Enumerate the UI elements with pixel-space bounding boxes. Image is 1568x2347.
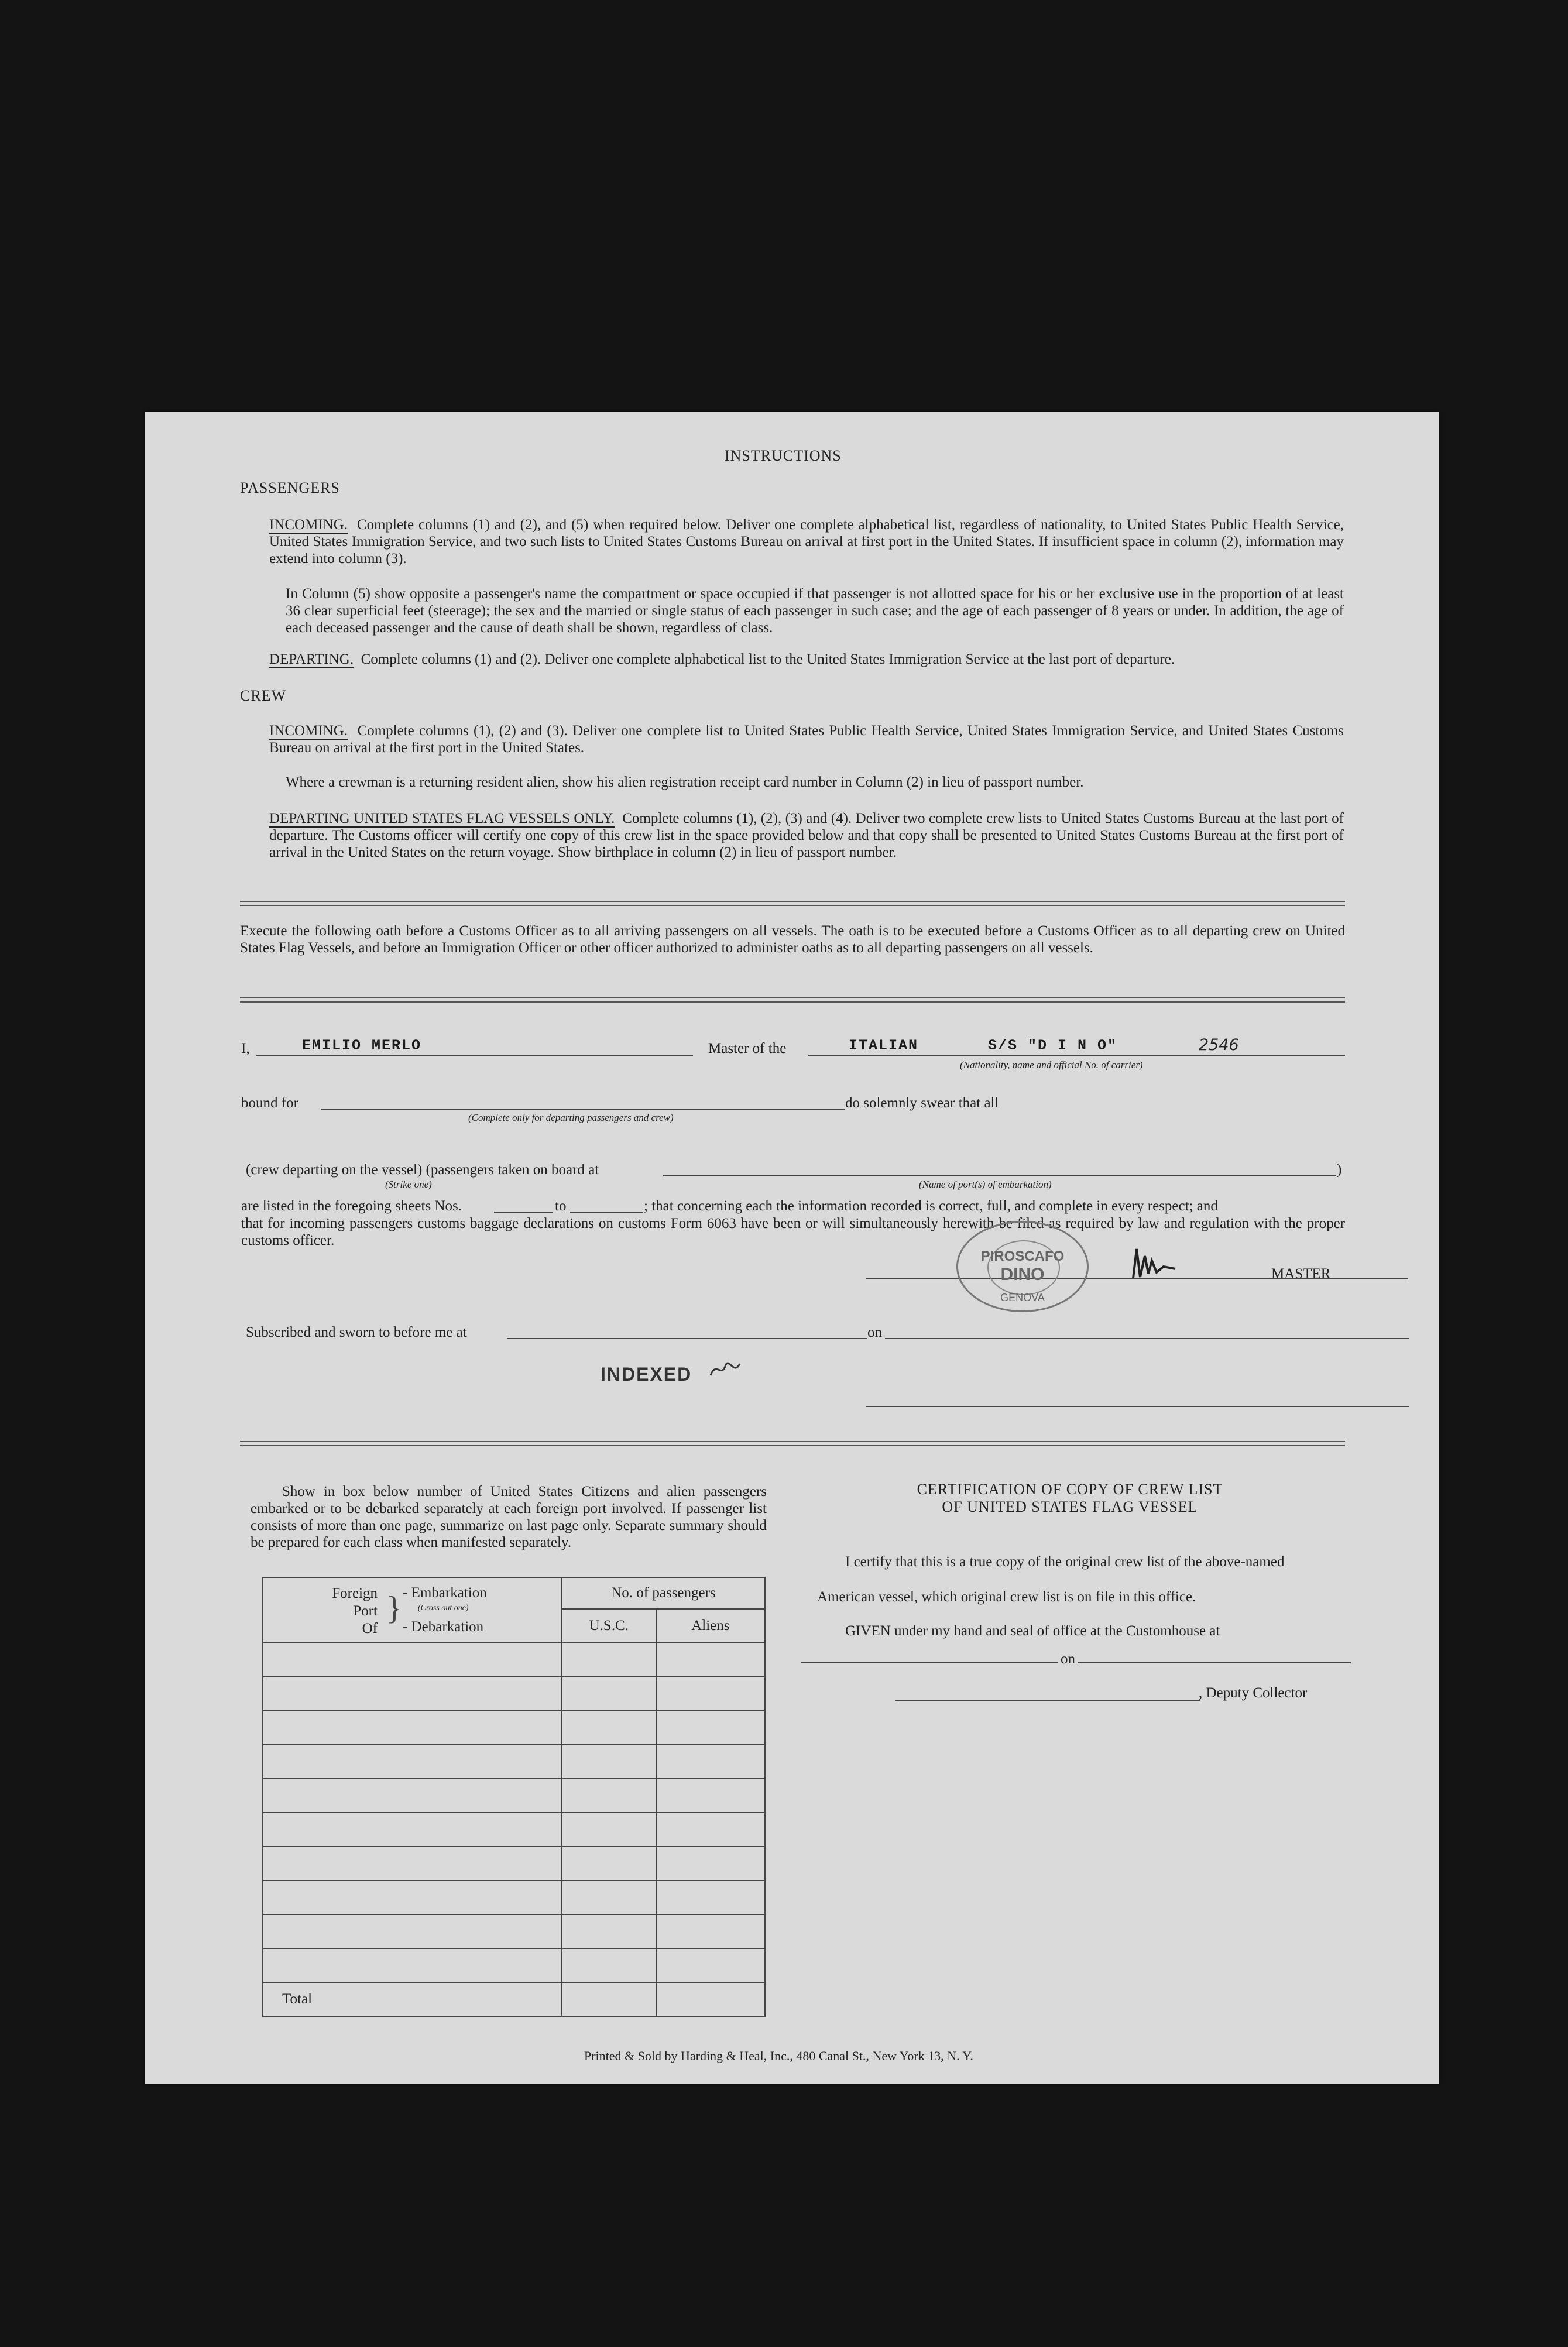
sheet-to-field[interactable]	[570, 1212, 643, 1213]
subscribed-text: Subscribed and sworn to before me at	[246, 1325, 467, 1340]
debarkation-label: - Debarkation	[403, 1619, 484, 1635]
embarkation-ports-field[interactable]	[663, 1175, 1336, 1176]
certification-on-label: on	[1058, 1651, 1078, 1668]
passenger-summary-table	[262, 1577, 766, 2017]
listed-text-c: that for incoming passengers customs baggage declarations on customs Form 6063 have been or will simultaneously herewith be filed as required by law and regulation with the proper customs officer.	[241, 1216, 1345, 1248]
document-sheet	[145, 412, 1439, 2084]
table-row	[263, 1643, 765, 1677]
sheet-from-field[interactable]	[494, 1212, 553, 1213]
swear-text: do solemnly swear that all	[845, 1095, 999, 1111]
deputy-collector-label: , Deputy Collector	[1199, 1685, 1308, 1701]
certification-line-1: I certify that this is a true copy of the original crew list of the above-named	[845, 1554, 1285, 1570]
total-label: Total	[263, 1982, 562, 2016]
ship-seal-stamp	[956, 1221, 1089, 1312]
usc-header: U.S.C.	[562, 1609, 656, 1643]
table-row	[263, 1881, 765, 1914]
cross-out-caption: (Cross out one)	[418, 1604, 469, 1612]
port-header-cell: Foreign Port Of } - Embarkation (Cross out one) - Debarkation	[263, 1577, 562, 1643]
strike-caption: (Strike one)	[385, 1179, 432, 1190]
certification-line-2: American vessel, which original crew list is on file in this office.	[817, 1589, 1196, 1605]
passengers-heading: PASSENGERS	[240, 479, 340, 496]
certification-title	[848, 1481, 1292, 1516]
table-row	[263, 1779, 765, 1813]
passengers-departing-paragraph	[269, 651, 1344, 668]
table-row	[263, 1711, 765, 1745]
table-row	[263, 1948, 765, 1982]
passengers-incoming-paragraph	[269, 516, 1344, 567]
certification-line-3: GIVEN under my hand and seal of office at the Customhouse at	[845, 1623, 1220, 1639]
seal-line-1: PIROSCAFO	[980, 1248, 1065, 1264]
bound-for-caption: (Complete only for departing passengers and crew)	[468, 1112, 674, 1123]
port-header-foreign: Foreign	[332, 1586, 378, 1601]
crew-departing-label: DEPARTING UNITED STATES FLAG VESSELS ONLY.	[269, 811, 615, 826]
oath-i-label: I,	[241, 1041, 250, 1056]
official-number-value: 2546	[1199, 1036, 1239, 1054]
vessel-field[interactable]	[808, 1055, 1345, 1056]
master-signature	[1128, 1243, 1210, 1284]
seal-line-2: DINO	[1000, 1265, 1045, 1284]
master-name-field[interactable]	[256, 1055, 693, 1056]
ports-caption: (Name of port(s) of embarkation)	[919, 1179, 1052, 1190]
printer-footer: Printed & Sold by Harding & Heal, Inc., 480 Canal St., New York 13, N. Y.	[584, 2049, 973, 2063]
aliens-header: Aliens	[656, 1609, 765, 1643]
certification-title-line-2: OF UNITED STATES FLAG VESSEL	[942, 1498, 1198, 1515]
section-divider	[240, 997, 1345, 1003]
master-name-value: EMILIO MERLO	[302, 1037, 422, 1054]
listed-text-b: ; that concerning each the information recorded is correct, full, and complete in every respect; and	[644, 1198, 1218, 1214]
crew-heading: CREW	[240, 687, 287, 704]
table-header-row	[263, 1577, 765, 1609]
total-row	[263, 1982, 765, 2016]
crew-departing-paragraph	[269, 810, 1344, 861]
embarkation-label: - Embarkation	[403, 1585, 487, 1601]
crew-incoming-paragraph	[269, 722, 1344, 756]
nationality-value: ITALIAN	[849, 1037, 919, 1054]
crew-incoming-text: Complete columns (1), (2) and (3). Deliver one complete list to United States Public Health Service, United States Immigration Service, and United States Customs Bureau on arrival at the first port in the United States.	[269, 723, 1344, 756]
close-paren: )	[1337, 1162, 1342, 1178]
oath-intro-paragraph: Execute the following oath before a Customs Officer as to all arriving passengers on all vessels. The oath is to be executed before a Customs Officer as to all departing crew on United States Flag Vessels, and before an Immigration Officer or other officer authorized to administer oaths as to all departing passengers on all vessels.	[240, 923, 1345, 956]
master-label: MASTER	[1271, 1266, 1331, 1282]
section-divider	[240, 1441, 1345, 1446]
passengers-departing-label: DEPARTING.	[269, 651, 354, 667]
table-row	[263, 1745, 765, 1779]
passengers-incoming-text: Complete columns (1) and (2), and (5) when required below. Deliver one complete alphabetical list, regardless of nationality, to United States Public Health Service, United States Immigration Service, and two such lists to United States Customs Bureau on arrival at first port in the United States. If insufficient space in column (2), information may extend into column (3).	[269, 517, 1344, 567]
seal-ring-text: GENOVA	[1000, 1292, 1045, 1303]
listed-to: to	[555, 1198, 567, 1214]
port-header-port: Port	[353, 1603, 378, 1619]
instructions-title: INSTRUCTIONS	[725, 447, 842, 464]
officer-signature-line[interactable]	[866, 1406, 1409, 1407]
sworn-on-label: on	[867, 1325, 882, 1340]
indexed-initials	[708, 1358, 743, 1381]
table-row	[263, 1677, 765, 1711]
passengers-departing-text: Complete columns (1) and (2). Deliver one complete alphabetical list to the United States Immigration Service at the last port of departure.	[361, 651, 1175, 667]
passengers-incoming-label: INCOMING.	[269, 517, 348, 533]
bound-for-label: bound for	[241, 1095, 298, 1111]
crew-departing-text: (crew departing on the vessel) (passengers taken on board at	[246, 1162, 599, 1178]
section-divider	[240, 901, 1345, 906]
crew-departing-text: Complete columns (1), (2), (3) and (4). Deliver two complete crew lists to United States Customs Bureau at the last port of departure. The Customs officer will certify one copy of this crew list in the space provided below and that copy shall be presented to United States Customs Bureau at the first port of arrival in the United States on the return voyage. Show birthplace in column (2) in lieu of passport number.	[269, 811, 1344, 860]
table-row	[263, 1914, 765, 1948]
bound-for-field[interactable]	[321, 1109, 845, 1110]
port-header-of: Of	[362, 1621, 378, 1636]
table-row	[263, 1847, 765, 1881]
indexed-stamp: INDEXED	[601, 1364, 692, 1385]
crew-resident-paragraph: Where a crewman is a returning resident alien, show his alien registration receipt card number in Column (2) in lieu of passport number.	[286, 774, 1084, 790]
vessel-name-value: S/S "D I N O"	[988, 1037, 1118, 1054]
sworn-place-field[interactable]	[507, 1338, 867, 1339]
table-row	[263, 1813, 765, 1847]
master-of-label: Master of the	[708, 1041, 787, 1056]
crew-incoming-label: INCOMING.	[269, 723, 348, 739]
nationality-caption: (Nationality, name and official No. of carrier)	[960, 1059, 1143, 1070]
listed-text-a: are listed in the foregoing sheets Nos.	[241, 1198, 462, 1214]
deputy-signature-field[interactable]	[895, 1700, 1200, 1701]
sworn-date-field[interactable]	[885, 1338, 1409, 1339]
certification-title-line-1: CERTIFICATION OF COPY OF CREW LIST	[917, 1481, 1223, 1498]
passengers-column5-paragraph: In Column (5) show opposite a passenger's name the compartment or space occupied if that passenger is not allotted space for his or her exclusive use in the proportion of at least 36 clear superficial feet (steerage); the sex and the married or single status of each passenger in such case; and the age of each passenger of 8 years or under. In addition, the age of each deceased passenger and the cause of death shall be shown, regardless of class.	[286, 586, 1344, 636]
summary-intro: Show in box below number of United States Citizens and alien passengers embarked or to be debarked separately at each foreign port involved. If passenger list consists of more than one page, summarize on last page only. Separate summary should be prepared for each class when manifested separately.	[251, 1484, 767, 1550]
no-passengers-header: No. of passengers	[562, 1577, 765, 1609]
